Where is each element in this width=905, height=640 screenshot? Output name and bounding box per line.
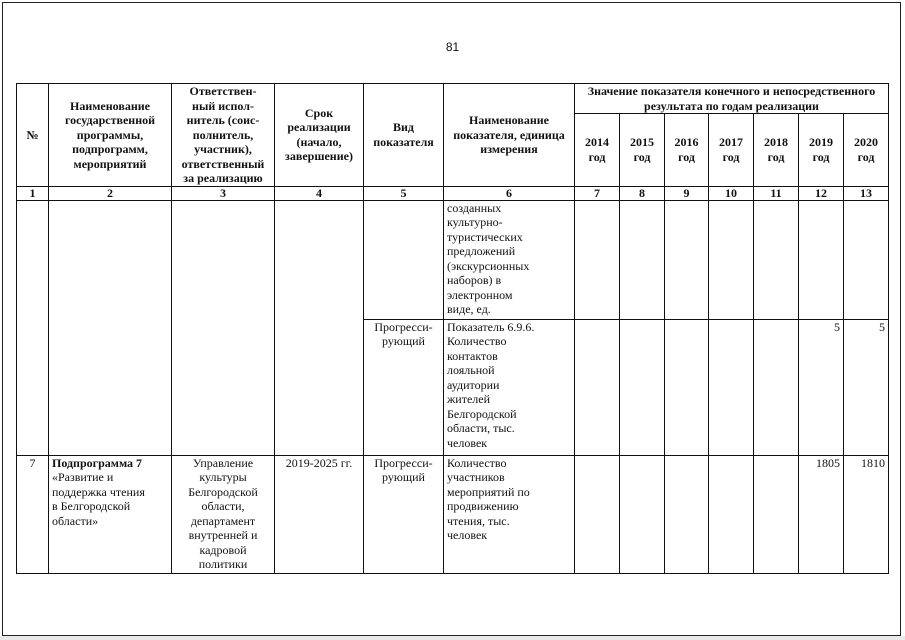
row-value-2019 [799, 200, 844, 319]
column-number: 13 [844, 186, 889, 200]
subprogram-title: Подпрограмма 7 [52, 455, 143, 470]
column-number: 4 [275, 186, 364, 200]
row-program-cell [49, 455, 172, 573]
table-row [17, 200, 889, 319]
header-year: 2020 год [844, 114, 889, 186]
row-value-2015 [620, 200, 665, 319]
header-year: 2016 год [665, 114, 709, 186]
header-responsible: Ответствен- ный испол- нитель (соис- полнитель, участник), ответственный за реализацию [172, 84, 275, 187]
header-indicator-type: Вид показателя [364, 84, 444, 187]
column-number: 11 [754, 186, 799, 200]
header-indicator-name: Наименование показателя, единица измерения [444, 84, 575, 187]
header-program: Наименование государственной программы, подпрограмм, мероприятий [49, 84, 172, 187]
row-value-2015 [620, 455, 665, 573]
row-period-cell [275, 200, 364, 455]
row-value-2018 [754, 200, 799, 319]
column-number: 2 [49, 186, 172, 200]
row-indicator-type-cell [364, 200, 444, 319]
header-year: 2017 год [709, 114, 754, 186]
row-value-2018 [754, 319, 799, 455]
row-value-2014 [575, 455, 620, 573]
row-indicator-type-cell: Прогресси- рующий [364, 319, 444, 455]
row-value-2020: 5 [844, 319, 889, 455]
row-value-2018 [754, 455, 799, 573]
row-indicator-name-cell: Количество участников мероприятий по продвижению чтения, тыс. человек [444, 455, 575, 573]
scan-bottom-edge [0, 636, 905, 640]
header-year: 2019 год [799, 114, 844, 186]
column-number: 12 [799, 186, 844, 200]
row-indicator-name-cell: созданных культурно- туристических предложений (экскурсионных наборов) в электронном виде, ед. [444, 200, 575, 319]
row-indicator-name-cell: Показатель 6.9.6. Количество контактов лояльной аудитории жителей Белгородской области, тыс. человек [444, 319, 575, 455]
row-responsible-cell: Управление культуры Белгородской области, департамент внутренней и кадровой политики [172, 455, 275, 573]
row-responsible-cell [172, 200, 275, 455]
column-number-row [17, 186, 889, 200]
row-num-cell [17, 200, 49, 455]
row-value-2014 [575, 319, 620, 455]
column-number: 1 [17, 186, 49, 200]
header-year: 2014 год [575, 114, 620, 186]
column-number: 7 [575, 186, 620, 200]
row-value-2016 [665, 319, 709, 455]
row-value-2016 [665, 455, 709, 573]
header-year: 2015 год [620, 114, 665, 186]
row-value-2020: 1810 [844, 455, 889, 573]
row-num-cell: 7 [17, 455, 49, 573]
row-value-2015 [620, 319, 665, 455]
subprogram-name: «Развитие и поддержка чтения в Белгородской области» [52, 470, 145, 528]
column-number: 5 [364, 186, 444, 200]
row-program-cell [49, 200, 172, 455]
row-value-2019: 1805 [799, 455, 844, 573]
row-value-2014 [575, 200, 620, 319]
indicators-table [16, 83, 889, 574]
row-period-cell: 2019-2025 гг. [275, 455, 364, 573]
column-number: 8 [620, 186, 665, 200]
row-indicator-type-cell: Прогресси- рующий [364, 455, 444, 573]
row-value-2017 [709, 319, 754, 455]
row-value-2020 [844, 200, 889, 319]
column-number: 9 [665, 186, 709, 200]
row-value-2016 [665, 200, 709, 319]
page-number: 81 [445, 40, 460, 54]
row-value-2019: 5 [799, 319, 844, 455]
header-year: 2018 год [754, 114, 799, 186]
column-number: 10 [709, 186, 754, 200]
table-row [17, 455, 889, 573]
column-number: 3 [172, 186, 275, 200]
row-value-2017 [709, 455, 754, 573]
header-num: № [17, 84, 49, 187]
header-values-group: Значение показателя конечного и непосредственного результата по годам реализации [575, 84, 889, 114]
header-period: Срок реализации (начало, завершение) [275, 84, 364, 187]
row-value-2017 [709, 200, 754, 319]
column-number: 6 [444, 186, 575, 200]
